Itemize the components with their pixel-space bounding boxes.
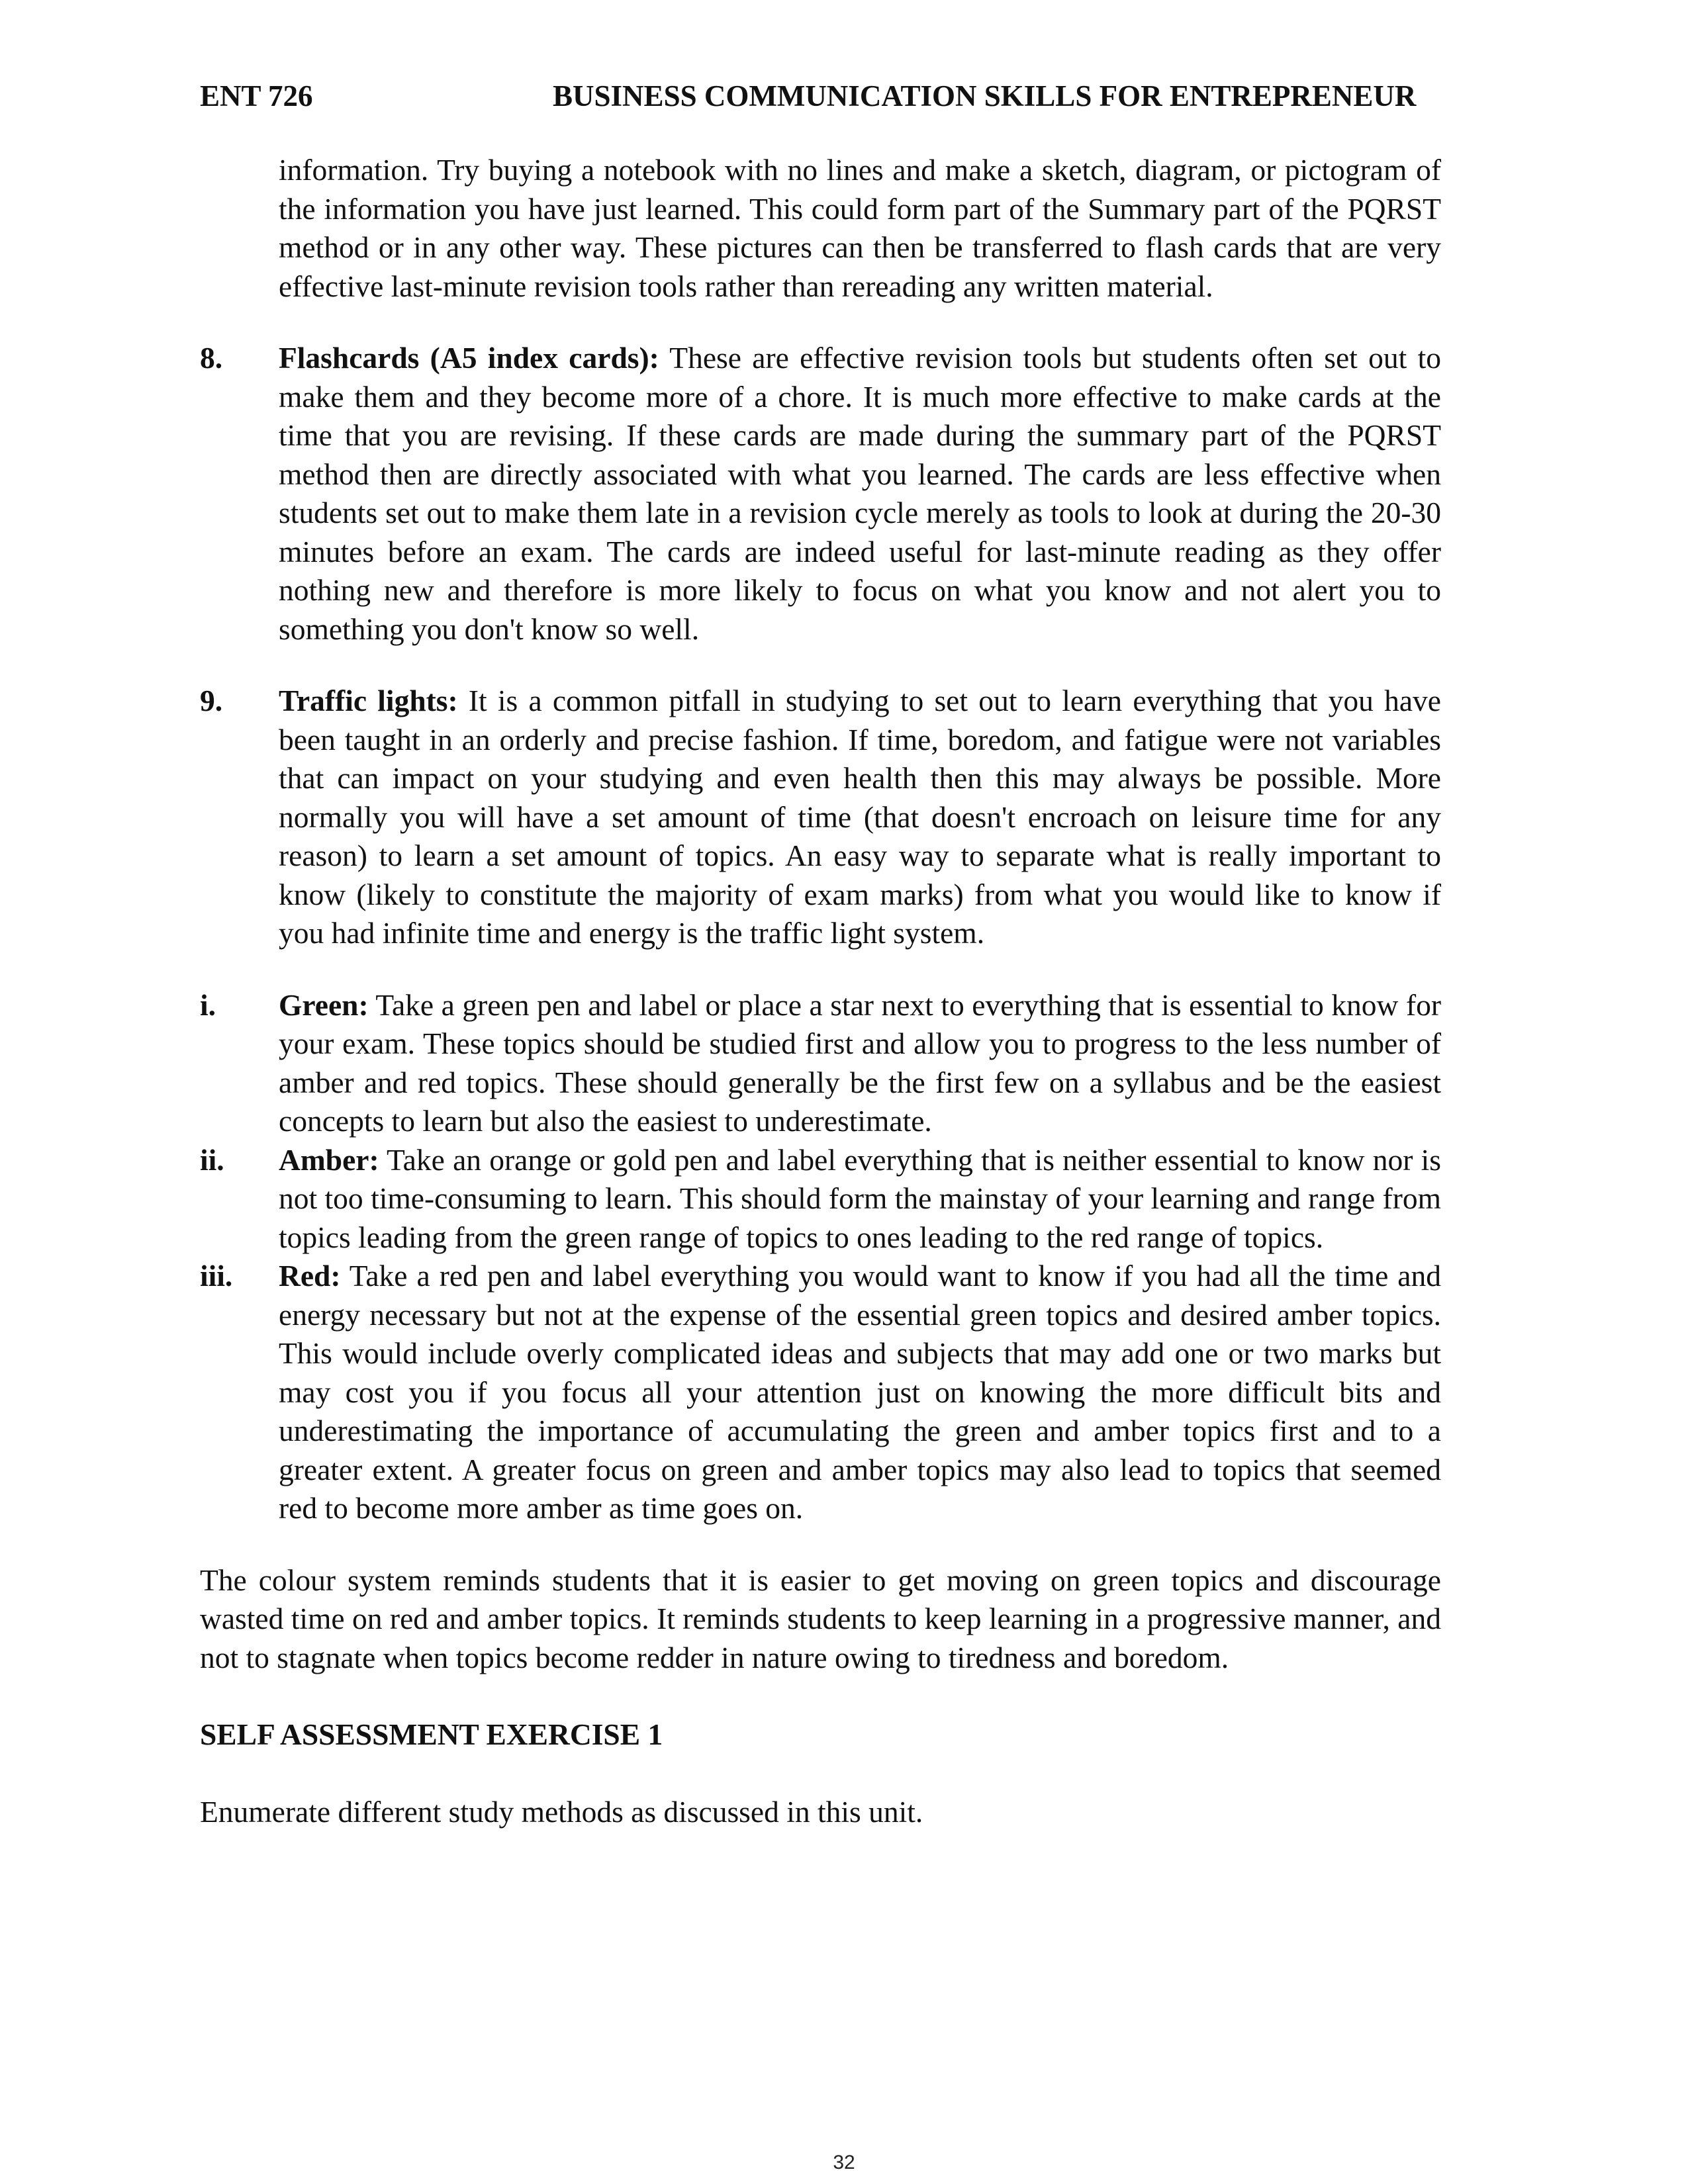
item-number: 8. <box>200 341 223 375</box>
exercise-heading: SELF ASSESSMENT EXERCISE 1 <box>200 1717 663 1751</box>
exercise-prompt: Enumerate different study methods as discussed in this unit. <box>200 1794 923 1829</box>
subitem-number: iii. <box>200 1259 233 1293</box>
subitem-text: Take a green pen and label or place a star next to everything that is essential to know for your exam. These topics should be studied first and allow you to progress to the less number of amber and red topics. These should generally be the first few on a syllabus and be the easiest concepts to learn but also the easiest to underestimate. <box>279 987 1441 1138</box>
subitem-number: ii. <box>200 1142 224 1177</box>
item-term: Flashcards (A5 index cards): <box>279 341 659 375</box>
subitem-red <box>200 1257 1441 1528</box>
page-header <box>200 76 1471 116</box>
item-paragraph <box>279 339 1441 649</box>
item-term: Traffic lights: <box>279 684 458 717</box>
subitem-term: Amber: <box>279 1142 379 1177</box>
page-number: 32 <box>833 2152 855 2173</box>
closing-paragraph: The colour system reminds students that it is easier to get moving on green topics and discourage wasted time on red and amber topics. It reminds students to keep learning in a progressive manner, and not to stagnate when topics become redder in nature owing to tiredness and boredom. <box>200 1563 1441 1674</box>
subitem-green <box>200 986 1441 1141</box>
subitem-number: i. <box>200 987 216 1022</box>
item-paragraph <box>279 682 1441 953</box>
item-number: 9. <box>200 684 223 717</box>
item-text: It is a common pitfall in studying to set out to learn everything that you have been taught in an orderly and precise fashion. If time, boredom, and fatigue were not variables that can impact on your studying and even health then this may always be possible. More normally you will have a set amount of time (that doesn't encroach on leisure time for any reason) to learn a set amount of topics. An easy way to separate what is really important to know (likely to constitute the majority of exam marks) from what you would like to know if you had infinite time and energy is the traffic light system. <box>279 684 1442 950</box>
subitem-term: Red: <box>279 1259 341 1293</box>
list-item-flashcards <box>200 339 1441 649</box>
page-body <box>200 151 1441 1831</box>
course-title: BUSINESS COMMUNICATION SKILLS FOR ENTREPRENEUR <box>553 79 1417 113</box>
subitem-amber <box>200 1141 1441 1257</box>
subitem-paragraph <box>279 1257 1441 1528</box>
subitem-text: Take an orange or gold pen and label everything that is neither essential to know nor is not too time-consuming to learn. This should form the mainstay of your learning and range from topics leading from the green range of topics to ones leading to the red range of topics. <box>279 1142 1441 1254</box>
course-code: ENT 726 <box>200 79 313 113</box>
subitem-text: Take a red pen and label everything you would want to know if you had all the time and energy necessary but not at the expense of the essential green topics and desired amber topics. This would include overly complicated ideas and subjects that may add one or two marks but may cost you if you focus all your attention just on knowing the more difficult bits and underestimating the importance of accumulating the green and amber topics first and to a greater extent. A greater focus on green and amber topics may also lead to topics that seemed red to become more amber as time goes on. <box>279 1259 1441 1525</box>
subitem-term: Green: <box>279 987 369 1022</box>
intro-paragraph: information. Try buying a notebook with no lines and make a sketch, diagram, or pictogram of the information you have just learned. This could form part of the Summary part of the PQRST method or in any other way. These pictures can then be transferred to flash cards that are very effective last-minute revision tools rather than rereading any written material. <box>279 153 1441 303</box>
item-text: These are effective revision tools but students often set out to make them and they become more of a chore. It is much more effective to make cards at the time that you are revising. If these cards are made during the summary part of the PQRST method then are directly associated with what you learned. The cards are less effective when students set out to make them late in a revision cycle merely as tools to look at during the 20-30 minutes before an exam. The cards are indeed useful for last-minute reading as they offer nothing new and therefore is more likely to focus on what you know and not alert you to something you don't know so well. <box>279 341 1442 646</box>
list-item-traffic-lights <box>200 682 1441 953</box>
subitem-paragraph <box>279 1141 1441 1257</box>
subitem-paragraph <box>279 986 1441 1141</box>
